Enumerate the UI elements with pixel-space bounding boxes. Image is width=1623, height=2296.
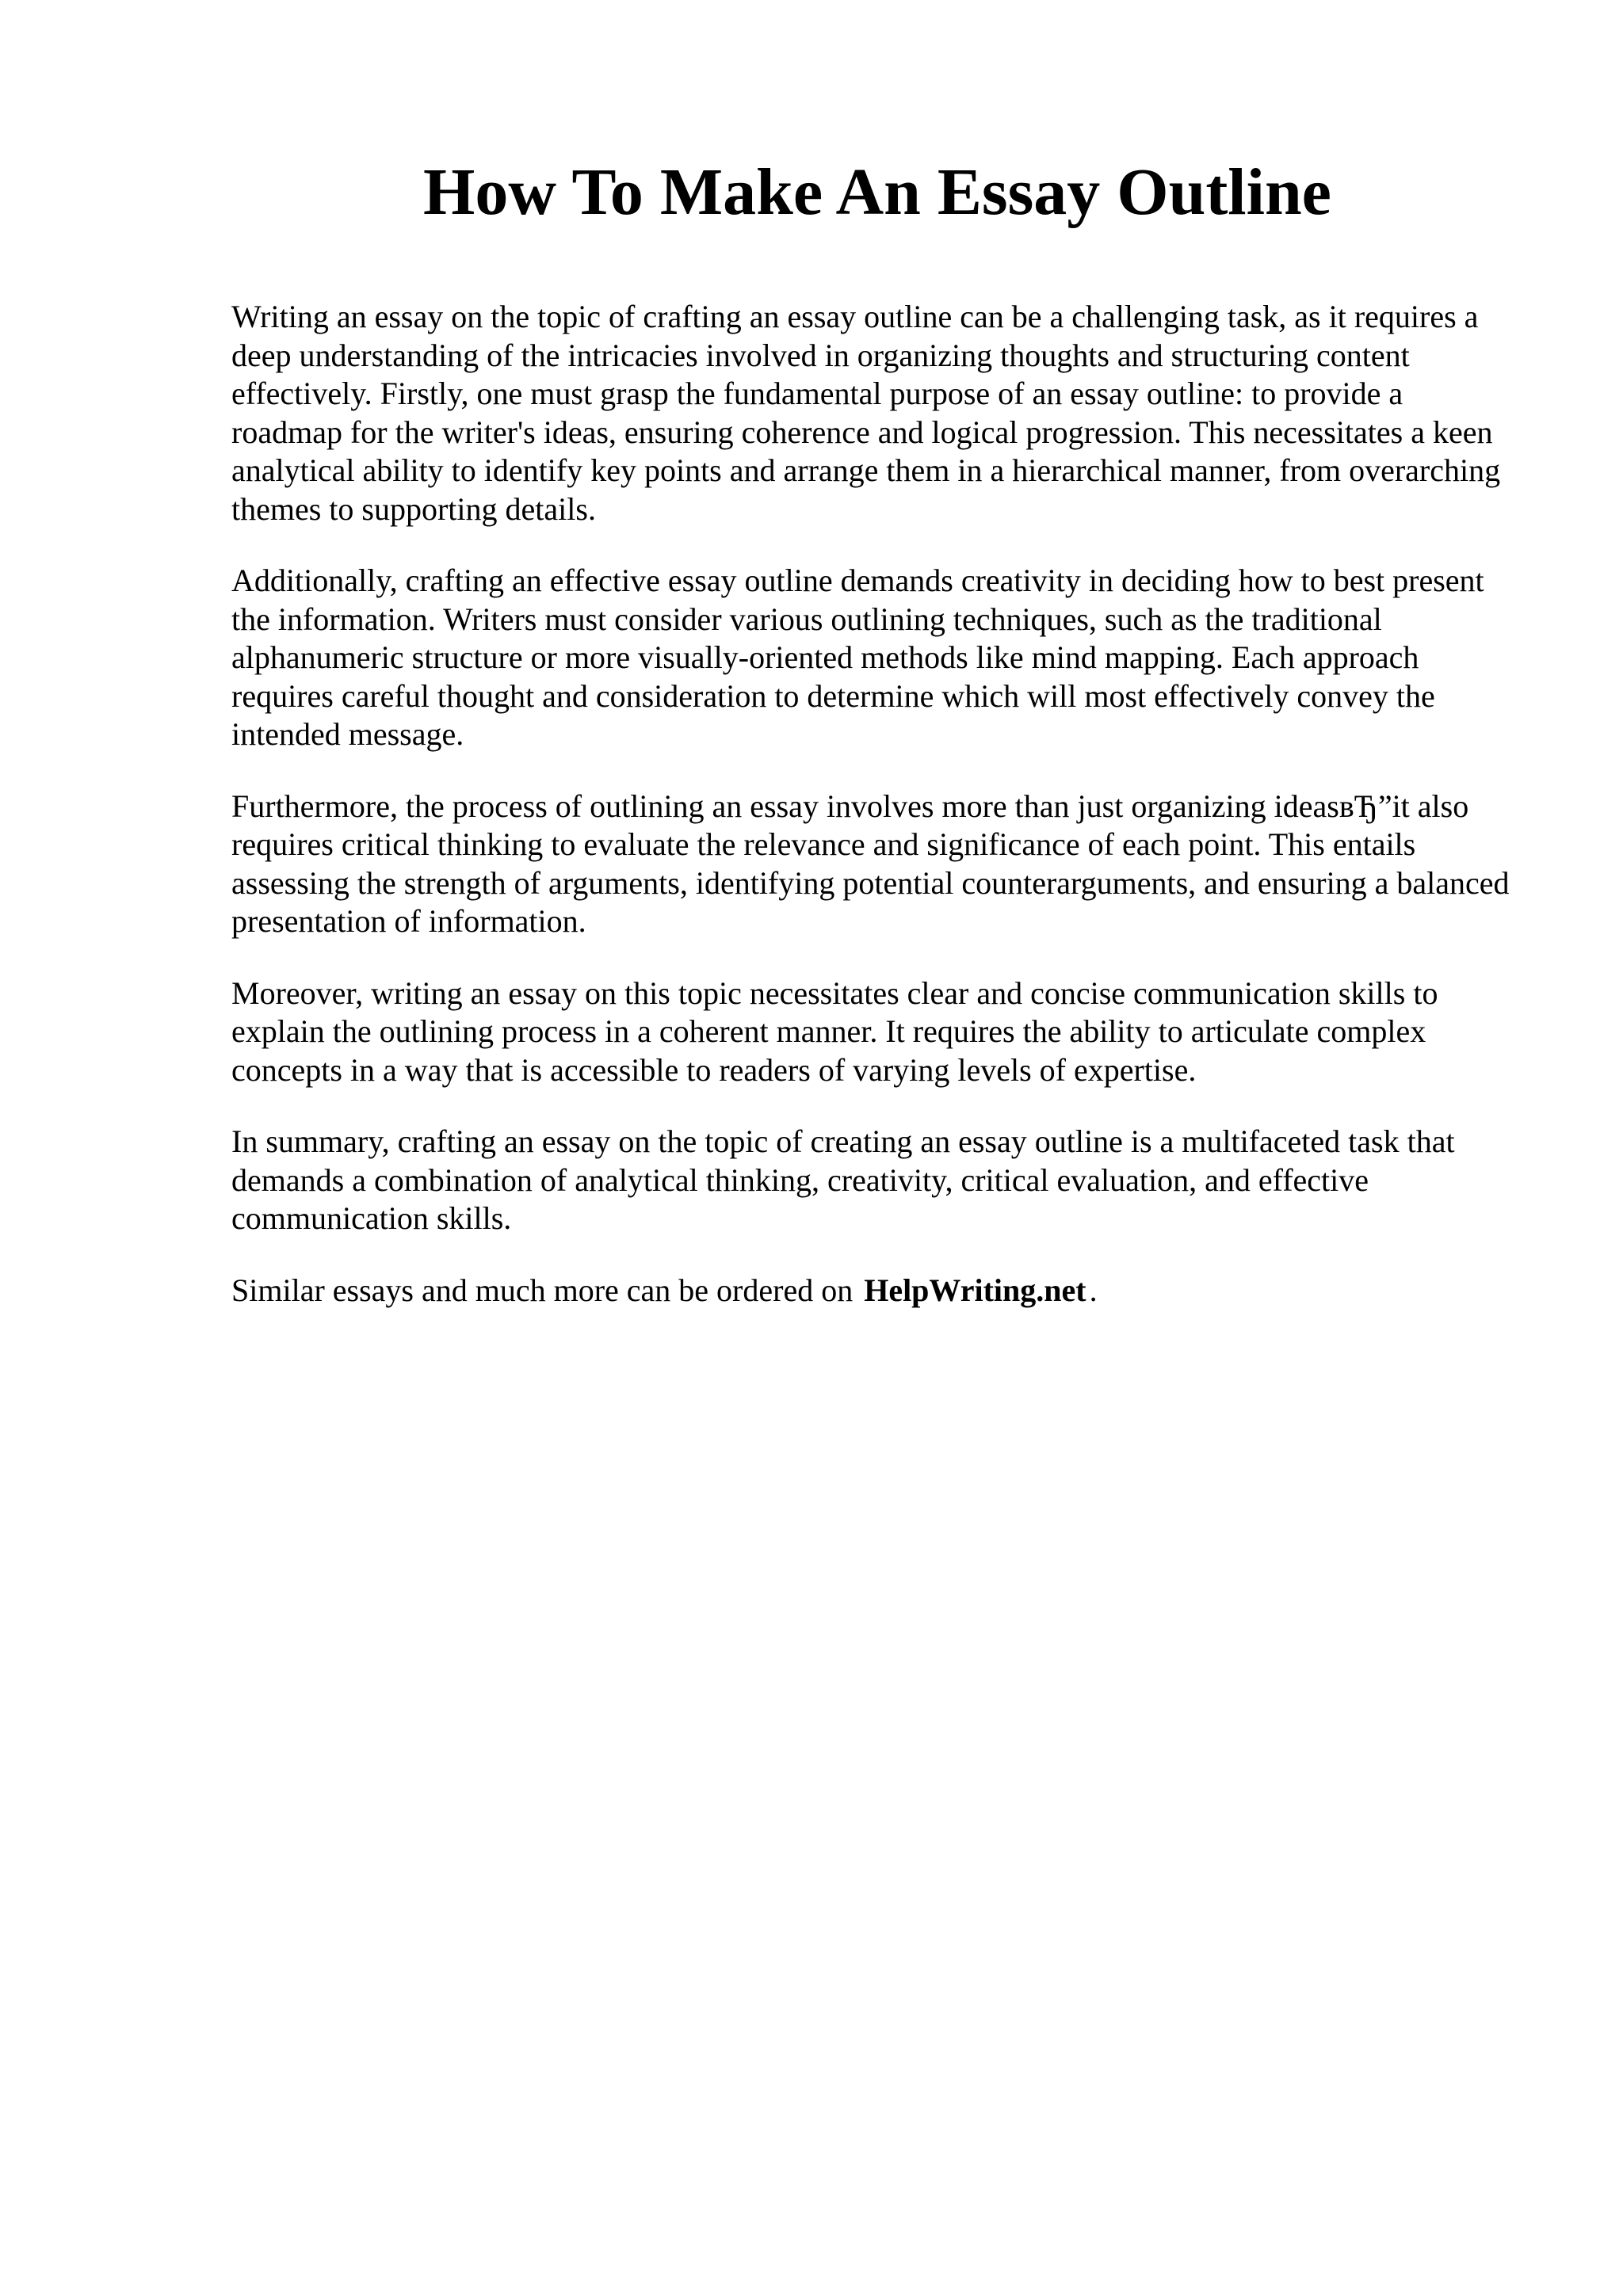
footer-line — [231, 1272, 1515, 1310]
document-body — [231, 298, 1515, 1310]
brand-link[interactable]: HelpWriting.net — [864, 1272, 1086, 1308]
document-title: How To Make An Essay Outline — [423, 155, 1331, 229]
paragraph-2: Additionally, crafting an effective essay outline demands creativity in deciding how to best present the information. Writers must consider various outlining techniques, such as the traditional alphanumeric structure or more visually-oriented methods like mind mapping. Each approach requires careful thought and consideration to determine which will most effectively convey the intended message. — [231, 563, 1484, 752]
footer-prefix: Similar essays and much more can be ordered on — [231, 1272, 854, 1308]
paragraph-3: Furthermore, the process of outlining an essay involves more than just organizing ideasвЂ”it also requires critical thinking to evaluate the relevance and significance of each point. This entails assessing the strength of arguments, identifying potential counterarguments, and ensuring a balanced presentation of information. — [231, 788, 1510, 939]
paragraph-1: Writing an essay on the topic of crafting an essay outline can be a challenging task, as it requires a deep understanding of the intricacies involved in organizing thoughts and structuring content effectively. Firstly, one must grasp the fundamental purpose of an essay outline: to provide a roadmap for the writer's ideas, ensuring coherence and logical progression. This necessitates a keen analytical ability to identify key points and arrange them in a hierarchical manner, from overarching themes to supporting details. — [231, 299, 1501, 527]
footer-suffix: . — [1089, 1272, 1098, 1308]
paragraph-5: In summary, crafting an essay on the topic of creating an essay outline is a multifaceted task that demands a combination of analytical thinking, creativity, critical evaluation, and effective communication skills. — [231, 1123, 1455, 1236]
paragraph-4: Moreover, writing an essay on this topic necessitates clear and concise communication skills to explain the outlining process in a coherent manner. It requires the ability to articulate complex concepts in a way that is accessible to readers of varying levels of expertise. — [231, 974, 1438, 1088]
